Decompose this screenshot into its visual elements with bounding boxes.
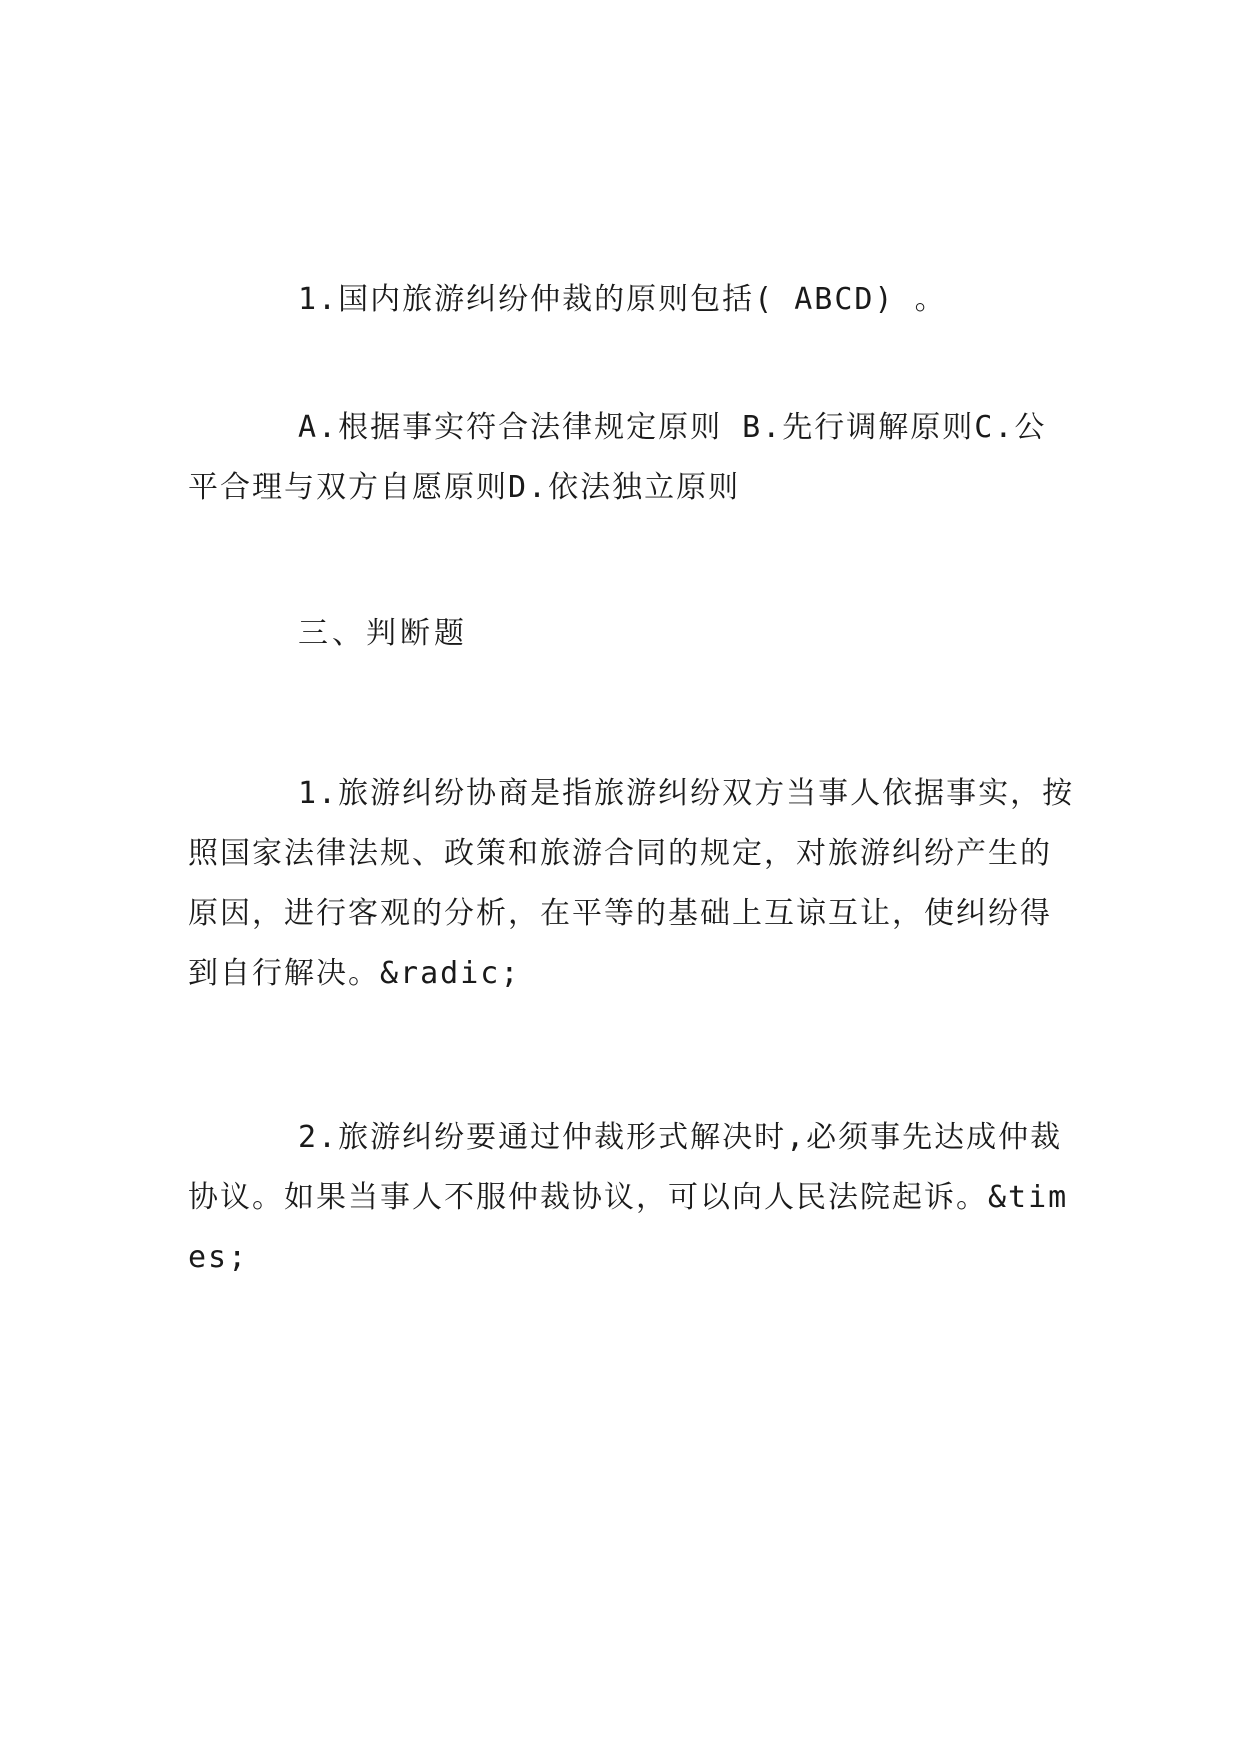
true-false-question-1: 1.旅游纠纷协商是指旅游纠纷双方当事人依据事实，按照国家法律法规、政策和旅游合同的规定，对旅游纠纷产生的原因，进行客观的分析，在平等的基础上互谅互让，使纠纷得到自行解决。&radic; xyxy=(188,776,1075,991)
question-multi-1: 1.国内旅游纠纷仲裁的原则包括( ABCD) 。 xyxy=(298,282,947,317)
question-multi-1-options: A.根据事实符合法律规定原则 B.先行调解原则C.公平合理与双方自愿原则D.依法独立原则 xyxy=(188,410,1047,505)
true-false-question-2: 2.旅游纠纷要通过仲裁形式解决时,必须事先达成仲裁协议。如果当事人不服仲裁协议，可以向人民法院起诉。&times; xyxy=(188,1120,1069,1275)
section-heading-true-false: 三、判断题 xyxy=(298,616,468,651)
